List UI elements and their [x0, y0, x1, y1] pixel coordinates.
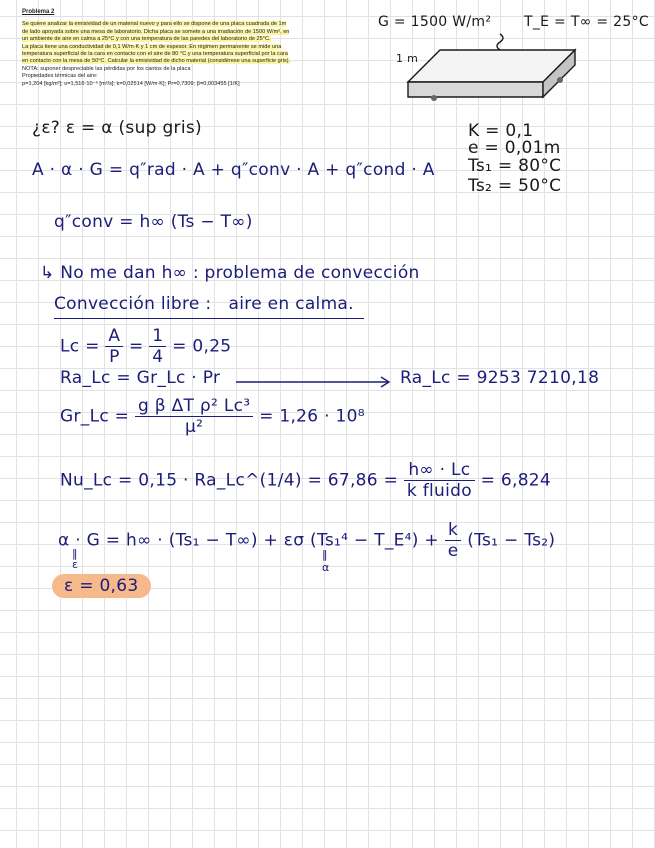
- problem-line: un ambiente de aire en calma a 25°C y con una temperatura de las paredes del laboratorio de 25°C.: [22, 36, 271, 43]
- problem-statement: [22, 9, 357, 88]
- arrow-icon: [236, 376, 396, 388]
- problem-title: Problema 2: [22, 9, 55, 15]
- qconv-equation: q″conv = h∞ (Ts − T∞): [54, 212, 253, 232]
- question-line: ¿ε? ε = α (sup gris): [32, 118, 202, 138]
- problem-line: La placa tiene una conductividad de 0,1 W/m·K y 1 cm de espesor. En régimen permanente se mide una: [22, 43, 282, 50]
- side-length-label: 1 m: [396, 52, 419, 65]
- given-ts1: Ts₁ = 80°C: [468, 156, 562, 176]
- given-ts2: Ts₂ = 50°C: [468, 176, 562, 196]
- problem-line: en contacto con la mesa de 50°C. Calcular la emisividad de dicho material (considérese una superficie gris).: [22, 58, 291, 65]
- plate-sketch: [400, 30, 590, 110]
- rayleigh-equation: Ra_Lc = Gr_Lc · Pr: [60, 368, 221, 388]
- irradiation-label: G = 1500 W/m²: [378, 14, 492, 30]
- nusselt-equation: Nu_Lc = 0,15 · Ra_Lc^(1/4) = 67,86 = $\frac{h\infty \cdot Lc}{\text{k fluido}}$ = 6,824: [60, 460, 552, 501]
- grashof-equation: Gr_Lc = $\frac{\text{g β ΔT ρ² Lc³}}{\text{μ²}}$ = 1,26 · 10⁸: [60, 396, 365, 437]
- convection-note: ↳ No me dan h∞ : problema de convección: [40, 263, 420, 283]
- problem-line: Propiedades térmicas del aire:: [22, 73, 98, 80]
- energy-balance: A · α · G = q″rad · A + q″conv · A + q″cond · A: [32, 160, 435, 180]
- problem-line: ρ=1,204 [kg/m³]; υ=1,516·10⁻⁵ [m²/s]; k=0,02514 [W/m·K]; Pr=0,7309; β=0,003455 [1/K]: [22, 80, 240, 87]
- given-thickness: e = 0,01m: [468, 138, 561, 158]
- rayleigh-result: Ra_Lc = 9253 7210,18: [400, 368, 600, 388]
- epsilon-equals-alpha: ‖ α: [322, 548, 330, 574]
- problem-line: NOTA: suponer despreciable las pérdidas por los cantos de la placa: [22, 65, 191, 72]
- free-convection-heading: Convección libre : aire en calma.: [54, 294, 364, 319]
- problem-line: Se quiere analizar la emisividad de un material nuevo y para ello se dispone de una placa cuadrada de 1m: [22, 21, 287, 28]
- problem-line: de lado apoyada sobre una mesa de laboratorio. Dicha placa se somete a una irradiación de 1500 W/m², en: [22, 28, 290, 35]
- lc-equation: Lc = $\frac{A}{P}$ = $\frac{1}{4}$ = 0,25: [60, 326, 232, 367]
- given-k: K = 0,1: [468, 121, 534, 141]
- final-balance-equation: α · G = h∞ · (Ts₁ − T∞) + εσ (Ts₁⁴ − T_E⁴) + $\frac{k}{e}$ (Ts₁ − Ts₂): [58, 520, 556, 561]
- problem-line: temperatura superficial de la cara en contacto con el aire de 80 °C y una temperatura superficial por la cara: [22, 51, 288, 58]
- ambient-temp-label: T_E = T∞ = 25°C: [524, 14, 649, 30]
- alpha-equals-epsilon: ‖ ε: [72, 547, 79, 571]
- answer-badge: ε = 0,63: [52, 576, 151, 596]
